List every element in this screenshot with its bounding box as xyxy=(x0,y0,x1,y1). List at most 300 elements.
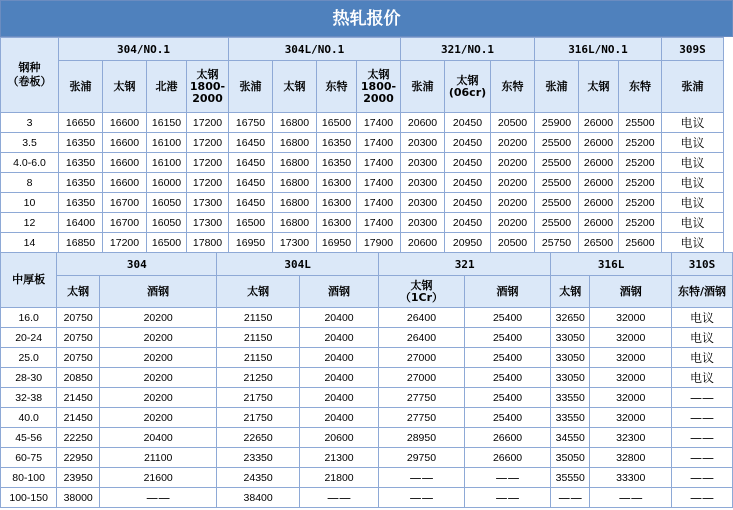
price-cell: 电议 xyxy=(662,213,724,233)
price-cell: 21750 xyxy=(217,388,300,408)
size-cell: 4.0-6.0 xyxy=(1,153,59,173)
mill-header-line: 太钢 xyxy=(410,278,433,292)
size-cell: 32-38 xyxy=(1,388,57,408)
mill-header-line: 太钢 xyxy=(113,79,136,93)
price-cell: 21300 xyxy=(300,448,379,468)
mill-header-line: 2000 xyxy=(192,91,223,105)
price-cell: 33300 xyxy=(590,468,672,488)
mill-header-line: 太钢 xyxy=(559,284,582,298)
price-row xyxy=(1,408,733,428)
price-cell: 26000 xyxy=(579,213,619,233)
price-cell: 27750 xyxy=(379,408,465,428)
mill-header-line: （1Cr） xyxy=(399,290,444,304)
size-cell: 28-30 xyxy=(1,368,57,388)
price-cell: 电议 xyxy=(662,153,724,173)
price-cell: 16500 xyxy=(317,113,357,133)
price-cell: 26600 xyxy=(464,428,550,448)
grade-header: 316L/NO.1 xyxy=(535,38,662,61)
price-cell: 25500 xyxy=(535,213,579,233)
price-cell: 16500 xyxy=(147,233,187,253)
mill-header xyxy=(187,61,229,113)
price-cell: —— xyxy=(100,488,217,508)
mill-header xyxy=(535,61,579,113)
mill-header-line: (06cr) xyxy=(448,85,487,99)
price-cell: 电议 xyxy=(672,368,733,388)
price-cell: 21600 xyxy=(100,468,217,488)
price-cell: —— xyxy=(590,488,672,508)
price-cell: 20200 xyxy=(491,153,535,173)
price-cell: 20200 xyxy=(100,308,217,328)
price-cell: 32000 xyxy=(590,328,672,348)
mill-header-line: 东特 xyxy=(501,79,524,93)
mill-header xyxy=(217,276,300,308)
mill-header-line: 张浦 xyxy=(239,79,262,93)
sheet-title: 热轧报价 xyxy=(0,0,733,37)
price-cell: 32000 xyxy=(590,388,672,408)
price-cell: 16350 xyxy=(59,173,103,193)
price-cell: 16300 xyxy=(317,213,357,233)
mill-header xyxy=(147,61,187,113)
price-cell: 16700 xyxy=(103,193,147,213)
price-cell: 20450 xyxy=(445,113,491,133)
grade-header: 321 xyxy=(379,253,551,276)
mill-header xyxy=(401,61,445,113)
price-cell: 38000 xyxy=(57,488,100,508)
mill-header xyxy=(300,276,379,308)
price-cell: 17200 xyxy=(187,173,229,193)
price-cell: 25500 xyxy=(535,153,579,173)
size-cell: 100-150 xyxy=(1,488,57,508)
price-cell: 34550 xyxy=(551,428,590,448)
mill-header-line: 太钢 xyxy=(67,284,90,298)
mill-header-line: 北港 xyxy=(155,79,178,93)
price-cell: 16600 xyxy=(103,173,147,193)
price-cell: 16350 xyxy=(59,133,103,153)
price-cell: 25500 xyxy=(535,133,579,153)
size-cell: 45-56 xyxy=(1,428,57,448)
price-cell: 20450 xyxy=(445,173,491,193)
price-cell: 22650 xyxy=(217,428,300,448)
price-cell: —— xyxy=(672,448,733,468)
coil-mill-row xyxy=(1,61,724,113)
mill-header xyxy=(100,276,217,308)
price-cell: 32300 xyxy=(590,428,672,448)
price-cell: 25200 xyxy=(619,173,662,193)
mill-header-line: 张浦 xyxy=(411,79,434,93)
price-cell: 33550 xyxy=(551,408,590,428)
price-cell: 16800 xyxy=(273,193,317,213)
price-cell: 16800 xyxy=(273,113,317,133)
price-cell: 16100 xyxy=(147,133,187,153)
price-cell: 27000 xyxy=(379,368,465,388)
price-cell: 26000 xyxy=(579,113,619,133)
price-cell: —— xyxy=(464,468,550,488)
price-cell: 26600 xyxy=(464,448,550,468)
price-cell: 33550 xyxy=(551,388,590,408)
price-cell: 16450 xyxy=(229,193,273,213)
price-cell: 23950 xyxy=(57,468,100,488)
price-cell: 21100 xyxy=(100,448,217,468)
mill-header-line: 酒钢 xyxy=(496,284,519,298)
price-cell: 17200 xyxy=(103,233,147,253)
price-cell: 20500 xyxy=(491,113,535,133)
size-cell: 60-75 xyxy=(1,448,57,468)
price-row xyxy=(1,348,733,368)
mill-header-line: 酒钢 xyxy=(147,284,170,298)
mill-header-line: 张浦 xyxy=(545,79,568,93)
price-cell: 17200 xyxy=(187,113,229,133)
size-cell: 40.0 xyxy=(1,408,57,428)
price-row xyxy=(1,213,724,233)
price-cell: 25500 xyxy=(619,113,662,133)
price-cell: 25900 xyxy=(535,113,579,133)
price-row xyxy=(1,388,733,408)
price-cell: 17900 xyxy=(357,233,401,253)
mill-header xyxy=(672,276,733,308)
price-cell: 25400 xyxy=(464,348,550,368)
mill-header xyxy=(103,61,147,113)
price-cell: 16850 xyxy=(59,233,103,253)
mill-header xyxy=(464,276,550,308)
price-cell: 16950 xyxy=(317,233,357,253)
price-cell: 25400 xyxy=(464,328,550,348)
mill-header xyxy=(579,61,619,113)
price-cell: 20300 xyxy=(401,153,445,173)
mill-header xyxy=(619,61,662,113)
price-cell: 16150 xyxy=(147,113,187,133)
coil-price-table xyxy=(0,37,724,253)
price-cell: 16300 xyxy=(317,193,357,213)
price-cell: 16600 xyxy=(103,113,147,133)
price-cell: 17800 xyxy=(187,233,229,253)
price-cell: 32000 xyxy=(590,308,672,328)
price-cell: 17200 xyxy=(187,153,229,173)
mill-header-line: 张浦 xyxy=(681,79,704,93)
price-row xyxy=(1,233,724,253)
price-cell: 16000 xyxy=(147,173,187,193)
price-cell: 25600 xyxy=(619,233,662,253)
price-cell: 20600 xyxy=(401,233,445,253)
size-cell: 20-24 xyxy=(1,328,57,348)
price-cell: 26500 xyxy=(579,233,619,253)
grade-header: 304 xyxy=(57,253,217,276)
price-cell: 32650 xyxy=(551,308,590,328)
price-cell: 32000 xyxy=(590,408,672,428)
price-cell: 38400 xyxy=(217,488,300,508)
price-cell: 20400 xyxy=(300,408,379,428)
mill-header-line: 东特 xyxy=(629,79,651,93)
price-cell: 20200 xyxy=(491,133,535,153)
price-cell: 32800 xyxy=(590,448,672,468)
price-cell: 16600 xyxy=(103,133,147,153)
price-cell: 25200 xyxy=(619,193,662,213)
price-cell: —— xyxy=(379,468,465,488)
mill-header xyxy=(590,276,672,308)
plate-price-table xyxy=(0,252,733,508)
size-cell: 10 xyxy=(1,193,59,213)
price-cell: 21450 xyxy=(57,408,100,428)
price-row xyxy=(1,153,724,173)
price-cell: 16350 xyxy=(317,153,357,173)
price-cell: 20200 xyxy=(100,368,217,388)
grade-header: 310S xyxy=(672,253,733,276)
price-row xyxy=(1,328,733,348)
price-cell: 17400 xyxy=(357,113,401,133)
mill-header-line: 1800- xyxy=(360,79,397,93)
price-cell: —— xyxy=(672,488,733,508)
price-cell: 16300 xyxy=(317,173,357,193)
price-cell: 20400 xyxy=(300,388,379,408)
size-cell: 80-100 xyxy=(1,468,57,488)
price-cell: 24350 xyxy=(217,468,300,488)
price-cell: 16400 xyxy=(59,213,103,233)
price-row xyxy=(1,468,733,488)
mill-header-line: 太钢 xyxy=(247,284,270,298)
price-cell: 16700 xyxy=(103,213,147,233)
price-cell: 20300 xyxy=(401,213,445,233)
mill-header xyxy=(59,61,103,113)
price-cell: 20450 xyxy=(445,193,491,213)
plate-mill-row xyxy=(1,276,733,308)
mill-header-line: 张浦 xyxy=(69,79,92,93)
price-cell: 32000 xyxy=(590,368,672,388)
price-row xyxy=(1,173,724,193)
price-cell: 20200 xyxy=(100,328,217,348)
price-cell: 25200 xyxy=(619,213,662,233)
price-row xyxy=(1,113,724,133)
price-cell: 20200 xyxy=(491,213,535,233)
price-cell: 16750 xyxy=(229,113,273,133)
plate-grade-row xyxy=(1,253,733,276)
mill-header xyxy=(229,61,273,113)
price-cell: 电议 xyxy=(672,328,733,348)
price-cell: 26000 xyxy=(579,193,619,213)
grade-header: 304L xyxy=(217,253,379,276)
price-cell: 25400 xyxy=(464,388,550,408)
price-cell: 25400 xyxy=(464,368,550,388)
price-cell: 25400 xyxy=(464,308,550,328)
price-cell: 25750 xyxy=(535,233,579,253)
price-cell: 21250 xyxy=(217,368,300,388)
size-cell: 8 xyxy=(1,173,59,193)
price-cell: 25400 xyxy=(464,408,550,428)
mill-header xyxy=(662,61,724,113)
price-cell: 33050 xyxy=(551,328,590,348)
price-cell: —— xyxy=(464,488,550,508)
size-cell: 3 xyxy=(1,113,59,133)
price-cell: 17400 xyxy=(357,133,401,153)
mill-header-line: 东特/酒钢 xyxy=(678,284,727,298)
price-cell: 20500 xyxy=(491,233,535,253)
mill-header xyxy=(357,61,401,113)
price-cell: 16050 xyxy=(147,193,187,213)
size-cell: 3.5 xyxy=(1,133,59,153)
price-cell: 20950 xyxy=(445,233,491,253)
price-cell: 26000 xyxy=(579,133,619,153)
price-cell: —— xyxy=(672,468,733,488)
price-row xyxy=(1,193,724,213)
coil-side-label-line: 钢种 xyxy=(18,61,41,74)
price-cell: 22950 xyxy=(57,448,100,468)
price-cell: 16950 xyxy=(229,233,273,253)
price-cell: 29750 xyxy=(379,448,465,468)
price-row xyxy=(1,133,724,153)
price-cell: 20750 xyxy=(57,308,100,328)
price-cell: 21450 xyxy=(57,388,100,408)
price-row xyxy=(1,368,733,388)
price-cell: 26400 xyxy=(379,308,465,328)
price-cell: 20300 xyxy=(401,133,445,153)
price-cell: 20200 xyxy=(491,193,535,213)
plate-side-label: 中厚板 xyxy=(1,253,57,308)
price-cell: 25200 xyxy=(619,153,662,173)
price-cell: 33050 xyxy=(551,368,590,388)
mill-header-line: 太钢 xyxy=(456,73,479,87)
price-cell: 17400 xyxy=(357,173,401,193)
price-cell: 27000 xyxy=(379,348,465,368)
mill-header xyxy=(445,61,491,113)
mill-header xyxy=(273,61,317,113)
size-cell: 25.0 xyxy=(1,348,57,368)
price-row xyxy=(1,448,733,468)
price-cell: 20850 xyxy=(57,368,100,388)
price-cell: 26000 xyxy=(579,153,619,173)
price-cell: 21750 xyxy=(217,408,300,428)
coil-side-label-line: （卷板） xyxy=(7,75,52,88)
price-cell: 电议 xyxy=(662,113,724,133)
size-cell: 14 xyxy=(1,233,59,253)
price-cell: 17300 xyxy=(187,193,229,213)
price-cell: —— xyxy=(551,488,590,508)
price-cell: 26000 xyxy=(579,173,619,193)
price-cell: 16800 xyxy=(273,133,317,153)
mill-header xyxy=(57,276,100,308)
mill-header-line: 2000 xyxy=(363,91,394,105)
price-cell: —— xyxy=(379,488,465,508)
price-cell: 电议 xyxy=(662,173,724,193)
grade-header: 304L/NO.1 xyxy=(229,38,401,61)
price-cell: 16450 xyxy=(229,173,273,193)
price-cell: 21150 xyxy=(217,348,300,368)
price-cell: 16600 xyxy=(103,153,147,173)
price-cell: 20450 xyxy=(445,133,491,153)
price-cell: 17300 xyxy=(273,233,317,253)
mill-header xyxy=(317,61,357,113)
price-cell: —— xyxy=(300,488,379,508)
price-cell: 16450 xyxy=(229,153,273,173)
grade-header: 309S xyxy=(662,38,724,61)
mill-header xyxy=(551,276,590,308)
price-cell: 20400 xyxy=(300,368,379,388)
price-cell: 16500 xyxy=(229,213,273,233)
price-cell: 20450 xyxy=(445,213,491,233)
price-cell: 16650 xyxy=(59,113,103,133)
price-cell: 21800 xyxy=(300,468,379,488)
price-cell: 20400 xyxy=(300,308,379,328)
price-cell: 32000 xyxy=(590,348,672,368)
price-cell: 20200 xyxy=(100,388,217,408)
price-cell: 20200 xyxy=(100,408,217,428)
coil-side-label xyxy=(1,38,59,113)
mill-header xyxy=(379,276,465,308)
price-cell: 20750 xyxy=(57,328,100,348)
price-cell: 20400 xyxy=(300,348,379,368)
grade-header: 321/NO.1 xyxy=(401,38,535,61)
price-cell: 35050 xyxy=(551,448,590,468)
price-cell: 16350 xyxy=(59,153,103,173)
price-cell: 20450 xyxy=(445,153,491,173)
price-cell: 16800 xyxy=(273,153,317,173)
price-cell: 16350 xyxy=(317,133,357,153)
mill-header-line: 太钢 xyxy=(196,67,219,81)
price-cell: 25200 xyxy=(619,133,662,153)
mill-header-line: 东特 xyxy=(325,79,348,93)
grade-header: 304/NO.1 xyxy=(59,38,229,61)
price-row xyxy=(1,308,733,328)
price-cell: 16100 xyxy=(147,153,187,173)
grade-header: 316L xyxy=(551,253,672,276)
price-cell: 电议 xyxy=(672,308,733,328)
mill-header-line: 酒钢 xyxy=(328,284,351,298)
price-cell: 20750 xyxy=(57,348,100,368)
price-row xyxy=(1,488,733,508)
price-cell: 22250 xyxy=(57,428,100,448)
price-cell: 电议 xyxy=(662,193,724,213)
price-cell: 电议 xyxy=(662,233,724,253)
price-cell: 17300 xyxy=(187,213,229,233)
coil-grade-row xyxy=(1,38,724,61)
price-cell: 16450 xyxy=(229,133,273,153)
price-cell: 17400 xyxy=(357,213,401,233)
price-row xyxy=(1,428,733,448)
price-cell: 16800 xyxy=(273,173,317,193)
price-cell: 17400 xyxy=(357,153,401,173)
price-cell: —— xyxy=(672,388,733,408)
size-cell: 12 xyxy=(1,213,59,233)
price-cell: 28950 xyxy=(379,428,465,448)
mill-header-line: 太钢 xyxy=(587,79,610,93)
price-cell: 20600 xyxy=(300,428,379,448)
mill-header-line: 酒钢 xyxy=(619,284,642,298)
price-cell: 25500 xyxy=(535,193,579,213)
price-cell: 20400 xyxy=(100,428,217,448)
price-cell: 电议 xyxy=(662,133,724,153)
mill-header-line: 1800- xyxy=(189,79,226,93)
price-cell: 21150 xyxy=(217,328,300,348)
size-cell: 16.0 xyxy=(1,308,57,328)
price-cell: 17400 xyxy=(357,193,401,213)
price-cell: —— xyxy=(672,408,733,428)
price-cell: 电议 xyxy=(672,348,733,368)
mill-header-line: 太钢 xyxy=(367,67,390,81)
price-cell: 33050 xyxy=(551,348,590,368)
mill-header xyxy=(491,61,535,113)
price-cell: 25500 xyxy=(535,173,579,193)
price-cell: 20300 xyxy=(401,173,445,193)
price-cell: 20400 xyxy=(300,328,379,348)
price-cell: 35550 xyxy=(551,468,590,488)
mill-header-line: 太钢 xyxy=(283,79,306,93)
price-cell: 26400 xyxy=(379,328,465,348)
price-cell: 20200 xyxy=(100,348,217,368)
price-cell: 20200 xyxy=(491,173,535,193)
price-cell: 16350 xyxy=(59,193,103,213)
price-cell: 17200 xyxy=(187,133,229,153)
price-cell: 20600 xyxy=(401,113,445,133)
price-cell: 20300 xyxy=(401,193,445,213)
price-cell: 21150 xyxy=(217,308,300,328)
price-cell: 27750 xyxy=(379,388,465,408)
